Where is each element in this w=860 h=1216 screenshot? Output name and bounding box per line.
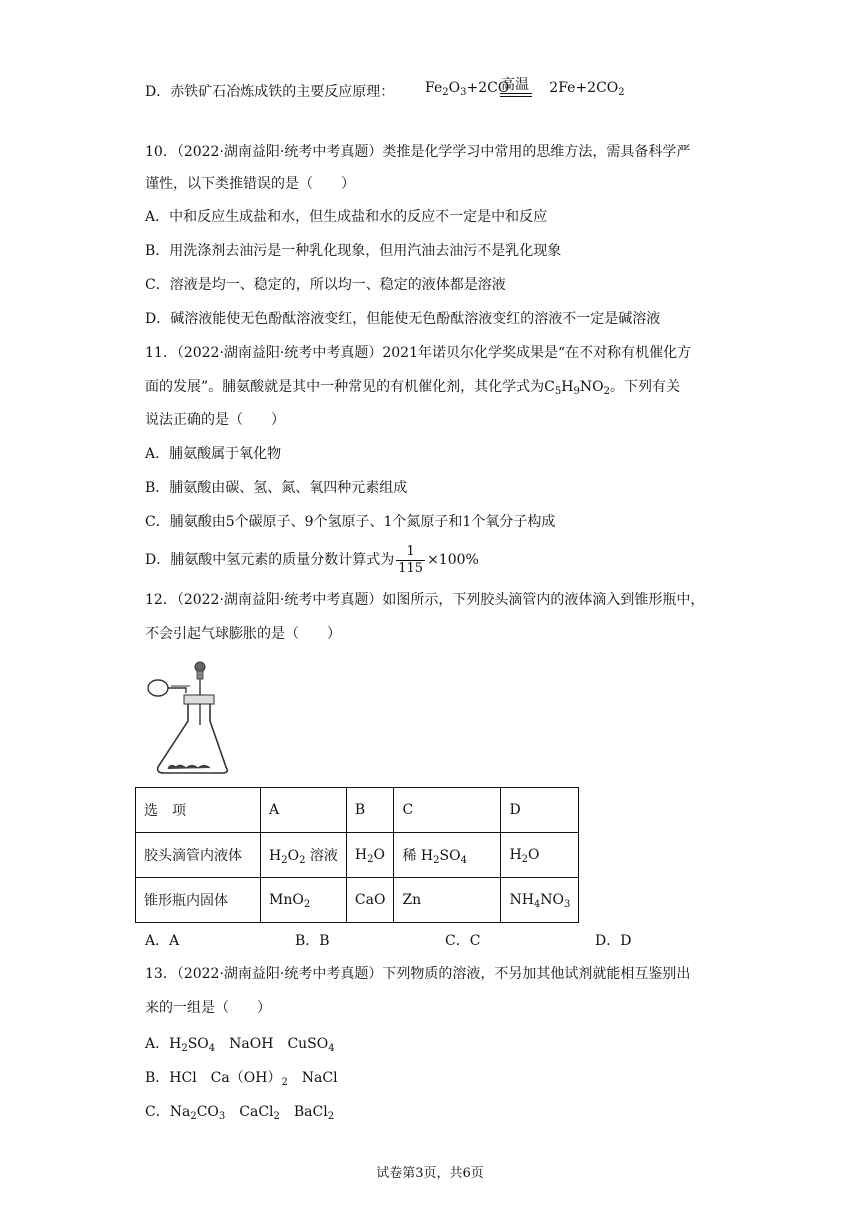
q12-stem: 不会引起气球膨胀的是（ ） xyxy=(145,626,341,642)
q13-stem: 来的一组是（ ） xyxy=(145,1000,271,1016)
proline-formula: $C_5H_9NO_2$ xyxy=(544,379,610,397)
q11-stem: 说法正确的是（ ） xyxy=(145,412,285,428)
q12-choice-a: A．A xyxy=(145,933,180,949)
q9-equation: $Fe_2O_3+2CO$ $2Fe+2CO_2$ xyxy=(425,80,625,98)
q11-stem: 面的发展”。脯氨酸就是其中一种常见的有机催化剂，其化学式为$C_5H_9NO_2$。下列有关 xyxy=(145,379,680,397)
table-row: 选 项 A B C D xyxy=(136,788,579,833)
q11-stem: 11．（2022·湖南益阳·统考中考真题）2021年诺贝尔化学奖成果是“在不对称有机催化方 xyxy=(145,345,692,361)
q10-option-d: D．碱溶液能使无色酚酞溶液变红，但能使无色酚酞溶液变红的溶液不一定是碱溶液 xyxy=(145,311,661,327)
q10-stem: 10．（2022·湖南益阳·统考中考真题）类推是化学学习中常用的思维方法，需具备科学严 xyxy=(145,144,691,160)
q12-choice-c: C．C xyxy=(445,933,481,949)
q13-option-a: A．$H_2SO_4$ NaOH CuSO$_4$ xyxy=(145,1036,335,1054)
q11-option-c: C．脯氨酸由5个碳原子、9个氢原子、1个氮原子和1个氧分子构成 xyxy=(145,514,556,530)
q13-stem: 13．（2022·湖南益阳·统考中考真题）下列物质的溶液，不另加其他试剂就能相互鉴别出 xyxy=(145,966,691,982)
flask-with-balloon-figure xyxy=(140,655,230,780)
q11-option-b: B．脯氨酸由碳、氢、氮、氧四种元素组成 xyxy=(145,480,408,496)
reaction-condition: 高温 xyxy=(501,77,529,93)
table-row: 胶头滴管内液体 $H_2O_2$ 溶液 $H_2O$ 稀 $H_2SO_4$ $H_2O$ xyxy=(136,833,579,878)
q10-stem: 谨性，以下类推错误的是（ ） xyxy=(145,176,355,192)
q10-option-a: A．中和反应生成盐和水，但生成盐和水的反应不一定是中和反应 xyxy=(145,209,548,225)
q12-options-table xyxy=(135,787,579,923)
q11-option-a: A．脯氨酸属于氧化物 xyxy=(145,446,282,462)
q13-option-c: C．$Na_2CO_3$ CaCl$_2$ BaCl$_2$ xyxy=(145,1104,335,1122)
equals-sign-line xyxy=(500,93,532,94)
fraction: $\frac{1}{115}$ xyxy=(398,543,424,576)
q10-option-b: B．用洗涤剂去油污是一种乳化现象，但用汽油去油污不是乳化现象 xyxy=(145,243,562,259)
q12-stem: 12．（2022·湖南益阳·统考中考真题）如图所示，下列胶头滴管内的液体滴入到锥形瓶中， xyxy=(145,592,705,608)
q12-choice-b: B．B xyxy=(295,933,330,949)
table-row: 锥形瓶内固体 MnO$_2$ CaO Zn $NH_4NO_3$ xyxy=(136,878,579,923)
q13-option-b: B．HCl $Ca(OH)_2$ NaCl xyxy=(145,1070,338,1088)
q9-option-d: D．赤铁矿石冶炼成铁的主要反应原理： xyxy=(145,84,395,100)
page-footer: 试卷第3页，共6页 xyxy=(376,1166,484,1181)
q10-option-c: C．溶液是均一、稳定的，所以均一、稳定的液体都是溶液 xyxy=(145,277,506,293)
q12-choice-d: D．D xyxy=(595,933,632,949)
q11-option-d: D．脯氨酸中氢元素的质量分数计算式为 $\frac{1}{115}$ ×100% xyxy=(145,543,479,576)
equals-sign-line xyxy=(500,96,532,97)
